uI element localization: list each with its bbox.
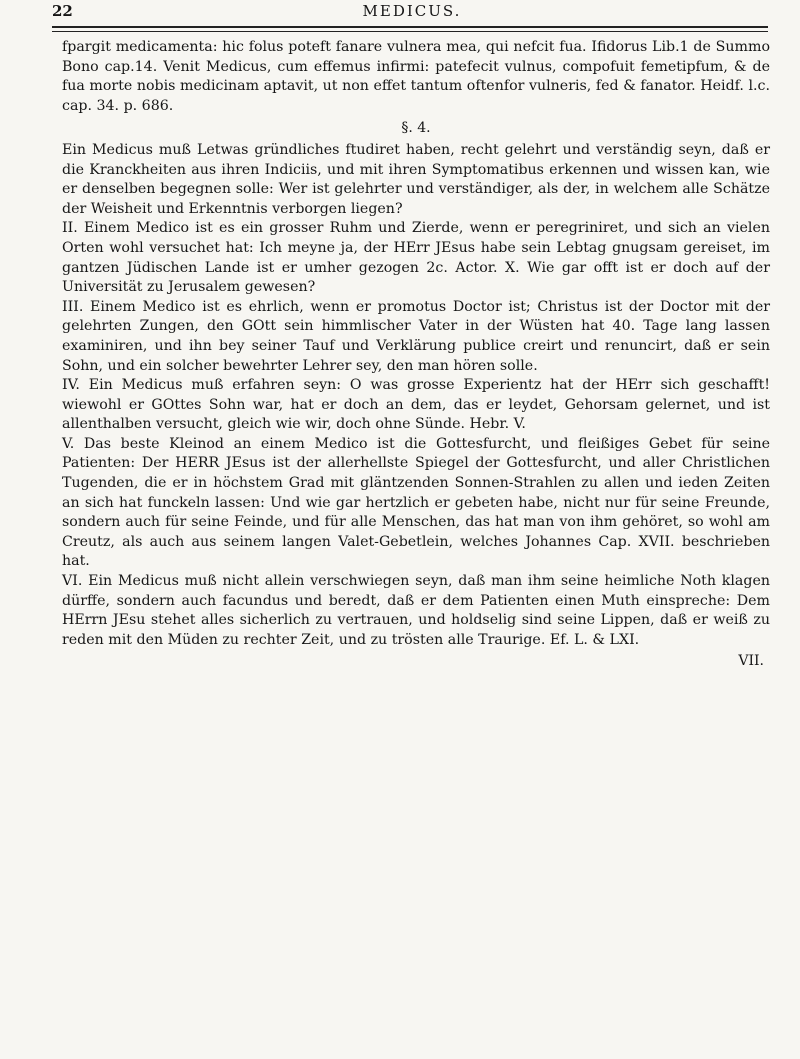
paragraph-4: IV. Ein Medicus muß erfahren seyn: O was grosse Experientz hat der HErr sich geschafft! wiewohl er GOttes Sohn war, hat er doch an dem, das er leydet, Gehorsam gelernet, und ist allenthalben versucht, gleich wie wir, doch ohne Sünde. Hebr. V. bbox=[62, 377, 770, 433]
body-text bbox=[62, 38, 770, 672]
catchword: VII. bbox=[738, 653, 764, 670]
page-number: 22 bbox=[52, 2, 73, 20]
latin-paragraph: fpargit medicamenta: hic folus poteft fanare vulnera mea, qui nefcit fua. Ifidorus Lib.1 de Summo Bono cap.14. Venit Medicus, cum effemus infirmi: patefecit vulnus, compofuit femetipfum, & de fua morte nobis medicinam aptavit, ut non effet tantum oftenfor vulneris, fed & fanator. Heidf. l.c. cap. 34. p. 686. bbox=[62, 39, 770, 114]
paragraph-6: VI. Ein Medicus muß nicht allein verschwiegen seyn, daß man ihm seine heimliche Noth klagen dürffe, sondern auch facundus und beredt, daß er dem Patienten einen Muth einspreche: Dem HErrn JEsu stehet alles sicherlich zu vertrauen, und holdselig sind seine Lippen, daß er weiß zu reden mit den Müden zu rechter Zeit, und zu trösten alle Traurige. Ef. L. & LXI. bbox=[62, 573, 770, 648]
page-header bbox=[52, 0, 772, 24]
paragraph-5: V. Das beste Kleinod an einem Medico ist die Gottesfurcht, und fleißiges Gebet für seine Patienten: Der HERR JEsus ist der allerhellste Spiegel der Gottesfurcht, und aller Christlichen Tugenden, die er in höchstem Grad mit gläntzenden Sonnen-Strahlen zu allen und ieden Zeiten an sich hat funckeln lassen: Und wie gar hertzlich er gebeten habe, nicht nur für seine Freunde, sondern auch für seine Feinde, und für alle Menschen, das hat man von ihm gehöret, so wohl am Creutz, als auch aus seinem langen Valet-Gebetlein, welches Johannes Cap. XVII. beschrieben hat. bbox=[62, 435, 770, 570]
running-head: MEDICUS. bbox=[362, 2, 462, 20]
paragraph-3: III. Einem Medico ist es ehrlich, wenn er promotus Doctor ist; Christus ist der Doctor mit der gelehrten Zungen, den GOtt sein himmlischer Vater in der Wüsten hat 40. Tage lang lassen examiniren, und ihn bey seiner Tauf und Verklärung publice creirt und renuncirt, daß er sein Sohn, und ein solcher bewehrter Lehrer sey, den man hören solle. bbox=[62, 298, 770, 374]
paragraph-1: Ein Medicus muß Letwas gründliches ftudiret haben, recht gelehrt und verständig seyn, daß er die Kranckheiten aus ihren Indiciis, und mit ihren Symptomatibus erkennen und wissen kan, wie er denselben begegnen solle: Wer ist gelehrter und verständiger, als der, in welchem alle Schätze der Weisheit und Erkenntnis verborgen liegen? bbox=[62, 141, 770, 217]
header-rule bbox=[52, 26, 768, 32]
paragraph-2: II. Einem Medico ist es ein grosser Ruhm und Zierde, wenn er peregriniret, und sich an vielen Orten wohl versuchet hat: Ich meyne ja, der HErr JEsus habe sein Lebtag gnugsam gereiset, im gantzen Jüdischen Lande ist er umher gezogen 2c. Actor. X. Wie gar offt ist er doch auf der Universität zu Jerusalem gewesen? bbox=[62, 220, 770, 296]
section-number: §. 4. bbox=[401, 120, 431, 137]
